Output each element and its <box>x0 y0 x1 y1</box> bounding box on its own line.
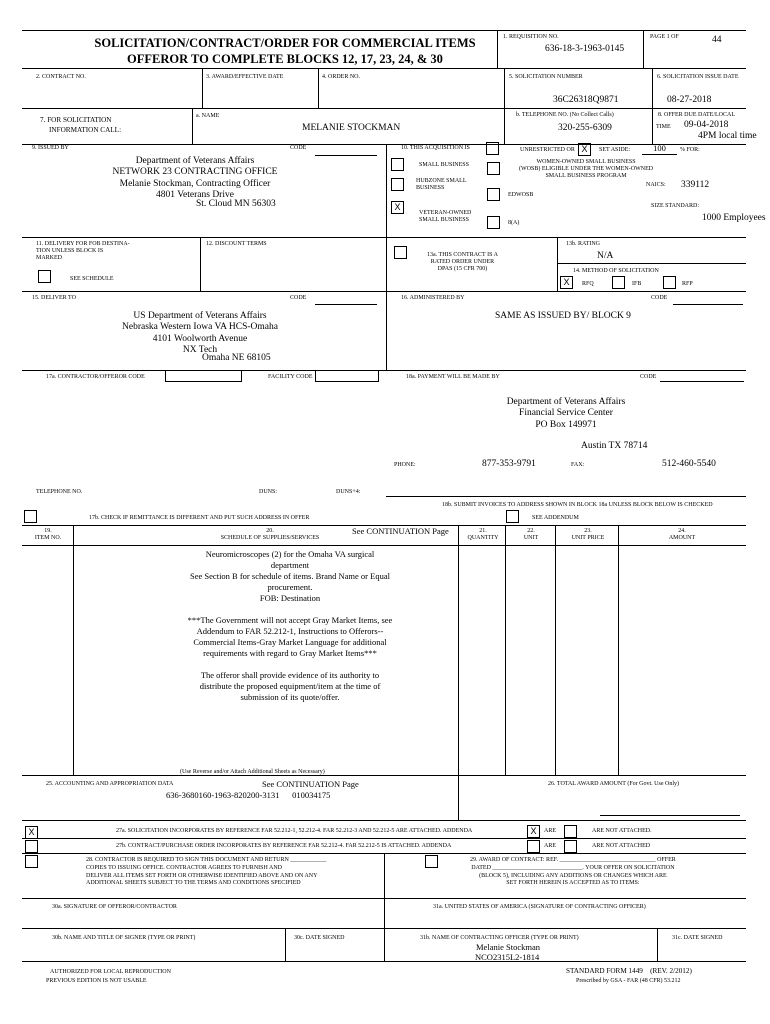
rated-order-label: 13a. THIS CONTRACT IS A RATED ORDER UNDER DPAS (15 CFR 700) <box>427 252 498 272</box>
contract-no-label: 2. CONTRACT NO. <box>36 74 86 80</box>
unrestricted-label: UNRESTRICTED OR <box>520 147 575 153</box>
rule <box>22 838 746 839</box>
27b-checkbox[interactable] <box>25 840 38 853</box>
name-value: MELANIE STOCKMAN <box>302 123 401 133</box>
offeror-date-label: 30c. DATE SIGNED <box>294 935 345 941</box>
payment-label: 18a. PAYMENT WILL BE MADE BY <box>406 374 500 380</box>
info-call-label-1: 7. FOR SOLICITATION <box>40 116 112 124</box>
27a-are-label: ARE <box>544 828 556 834</box>
issue-date-label: 6. SOLICITATION ISSUE DATE <box>657 74 739 80</box>
block-28-text: 28. CONTRACTOR IS REQUIRED TO SIGN THIS DOCUMENT AND RETURN ____________ COPIES TO ISSUING OFFICE. CONTRACTOR AGREES TO FURNISH AND DELIVER ALL ITEMS SET FORTH OR OTHERWISE IDENTIFIED ABOVE AND ON ANY ADDITIONAL SHEETS SUBJECT TO THE TERMS AND CONDITIONS SPECIFIED <box>86 857 327 887</box>
total-award-field[interactable] <box>600 803 740 816</box>
col-schedule: 20. SCHEDULE OF SUPPLIES/SERVICES <box>220 528 320 541</box>
sdvosb-checkbox[interactable]: X <box>391 201 404 214</box>
small-business-checkbox[interactable] <box>391 158 404 171</box>
rule <box>557 263 746 264</box>
rule <box>22 30 746 31</box>
rule <box>504 68 505 144</box>
order-no-label: 4. ORDER NO. <box>322 74 361 80</box>
rule <box>557 237 558 291</box>
naics-value: 339112 <box>681 180 710 190</box>
form-title-line-1: SOLICITATION/CONTRACT/ORDER FOR COMMERCIAL ITEMS <box>94 36 476 50</box>
officer-name-label: 31b. NAME OF CONTRACTING OFFICER (TYPE OR PRINT) <box>420 935 579 941</box>
acquisition-checkbox[interactable] <box>486 142 499 155</box>
col-quantity: 21. QUANTITY <box>467 528 499 541</box>
payment-address: Department of Veterans Affairs Financial Service Center PO Box 149971 <box>506 397 626 430</box>
requisition-label: 1. REQUISITION NO. <box>503 34 559 40</box>
rule <box>22 291 746 292</box>
due-time-value: 4PM local time <box>698 131 757 141</box>
rule <box>384 853 385 961</box>
col-unit-price: 23. UNIT PRICE <box>571 528 605 541</box>
issued-by-label: 9. ISSUED BY <box>32 145 69 151</box>
issue-date-value: 08-27-2018 <box>667 95 712 105</box>
due-date-value: 09-04-2018 <box>684 120 729 130</box>
wosb-checkbox[interactable] <box>487 162 500 175</box>
vosb-label: VETERAN-OWNED SMALL BUSINESS <box>419 210 472 223</box>
deliver-to-code-field[interactable] <box>315 293 377 305</box>
payment-fax-label: FAX: <box>571 462 585 468</box>
officer-name-value: Melanie Stockman <box>476 942 540 952</box>
27a-checkbox[interactable]: X <box>25 826 38 839</box>
fob-label: 11. DELIVERY FOR FOB DESTINA- TION UNLESS BLOCK IS MARKED <box>36 241 130 261</box>
accounting-value: 636-3680160-1963-820200-3131 010034175 <box>166 790 331 800</box>
27b-are-not-label: ARE NOT ATTACHED <box>592 843 651 849</box>
method-label: 14. METHOD OF SOLICITATION <box>573 268 659 274</box>
phone-label: b. TELEPHONE NO. (No Collect Calls) <box>516 112 614 118</box>
duns4-label: DUNS+4: <box>336 489 361 495</box>
payment-phone-value: 877-353-9791 <box>482 459 536 469</box>
rule <box>22 68 746 69</box>
administered-by-value: SAME AS ISSUED BY/ BLOCK 9 <box>495 311 631 321</box>
set-aside-percent[interactable]: 100 <box>642 143 677 155</box>
rule <box>458 775 459 820</box>
wosb-label: WOMEN-OWNED SMALL BUSINESS (WOSB) ELIGIBLE UNDER THE WOMEN-OWNED SMALL BUSINESS PROGRAM <box>519 159 654 179</box>
27b-are-not-checkbox[interactable] <box>564 840 577 853</box>
payment-code-field[interactable] <box>660 370 744 382</box>
remittance-checkbox[interactable] <box>24 510 37 523</box>
deliver-to-address: US Department of Veterans Affairs Nebraska Western Iowa VA HCS-Omaha 4101 Woolworth Avenue NX Tech <box>122 311 278 356</box>
payment-code-label: CODE <box>640 374 657 380</box>
footer-reproduction: AUTHORIZED FOR LOCAL REPRODUCTION <box>50 969 171 975</box>
rule <box>22 370 746 371</box>
acquisition-label: 10. THIS ACQUISITION IS <box>401 145 470 151</box>
col-unit: 22. UNIT <box>523 528 539 541</box>
deliver-to-code-label: CODE <box>290 295 307 301</box>
gray-market-notice: ***The Government will not accept Gray Market Items, see Addendum to FAR 52.212-1, Instructions to Offerors-- Commercial Items-Gray Market Language for additional requirements with regard to Gray Market Items*** <box>187 615 393 659</box>
rule <box>505 525 506 775</box>
payment-fax-value: 512-460-5540 <box>662 459 716 469</box>
27a-are-not-label: ARE NOT ATTACHED. <box>592 828 652 834</box>
set-aside-label: SET ASIDE: <box>599 147 631 153</box>
hubzone-label: HUBZONE SMALL BUSINESS <box>416 178 467 191</box>
footer-prescribed: Prescribed by GSA - FAR (48 CFR) 53.212 <box>576 978 681 984</box>
solicitation-no-label: 5. SOLICITATION NUMBER <box>509 74 583 80</box>
col-item-no: 19. ITEM NO. <box>34 528 62 541</box>
duns-label: DUNS: <box>259 489 278 495</box>
payment-phone-label: PHONE: <box>394 462 416 468</box>
rule <box>73 525 74 775</box>
rule <box>643 30 644 68</box>
rule <box>22 898 746 899</box>
submit-invoices-label: 18b. SUBMIT INVOICES TO ADDRESS SHOWN IN BLOCK 18a UNLESS BLOCK BELOW IS CHECKED <box>442 502 713 508</box>
schedule-continuation: See CONTINUATION Page <box>352 526 449 536</box>
deliver-to-label: 15. DELIVER TO <box>32 295 76 301</box>
27a-text: 27a. SOLICITATION INCORPORATES BY REFERENCE FAR 52.212-1, 52.212-4. FAR 52.212-3 AND 52.212-5 ARE ATTACHED. ADDENDA <box>116 828 473 834</box>
officer-signature-label: 31a. UNITED STATES OF AMERICA (SIGNATURE OF CONTRACTING OFFICER) <box>433 904 646 910</box>
rule <box>22 545 746 546</box>
hubzone-checkbox[interactable] <box>391 178 404 191</box>
eight-a-label: 8(A) <box>508 220 520 226</box>
rule <box>22 144 746 145</box>
rule <box>555 525 556 775</box>
naics-label: NAICS: <box>646 182 666 188</box>
see-addendum-checkbox[interactable] <box>506 510 519 523</box>
rule <box>657 928 658 961</box>
rating-label: 13b. RATING <box>566 241 600 247</box>
authority-notice: The offeror shall provide evidence of its authority to distribute the proposed equipment/item at the time of submission of its quote/offer. <box>199 670 381 703</box>
due-label: 8. OFFER DUE DATE/LOCAL <box>658 112 736 118</box>
rule <box>652 68 653 144</box>
page-label: PAGE 1 OF <box>650 34 679 40</box>
rfp-checkbox[interactable] <box>663 276 676 289</box>
page-total: 44 <box>712 35 722 45</box>
footer-form-number: STANDARD FORM 1449 (REV. 2/2012) <box>566 967 692 975</box>
rule <box>192 108 193 144</box>
rule <box>202 68 203 108</box>
total-award-label: 26. TOTAL AWARD AMOUNT (For Govt. Use Only) <box>548 781 679 787</box>
remittance-label: 17b. CHECK IF REMITTANCE IS DIFFERENT AND PUT SUCH ADDRESS IN OFFER <box>89 515 310 521</box>
accounting-label: 25. ACCOUNTING AND APPROPRIATION DATA <box>46 781 174 787</box>
administered-by-label: 16. ADMINISTERED BY <box>401 295 465 301</box>
administered-by-code-label: CODE <box>651 295 668 301</box>
facility-code-field[interactable] <box>315 370 379 382</box>
offeror-signature-label: 30a. SIGNATURE OF OFFEROR/CONTRACTOR <box>52 904 177 910</box>
eight-a-checkbox[interactable] <box>487 216 500 229</box>
small-business-label: SMALL BUSINESS <box>419 162 469 168</box>
payment-city: Austin TX 78714 <box>581 441 648 451</box>
ifb-checkbox[interactable] <box>612 276 625 289</box>
info-call-label-2: INFORMATION CALL: <box>49 126 122 134</box>
rule <box>22 775 746 776</box>
footer-previous-edition: PREVIOUS EDITION IS NOT USABLE <box>46 978 147 984</box>
ifb-label: IFB <box>632 281 642 287</box>
27a-are-checkbox[interactable]: X <box>527 825 540 838</box>
unrestricted-checkbox[interactable]: X <box>578 143 591 156</box>
signer-name-label: 30b. NAME AND TITLE OF SIGNER (TYPE OR PRINT) <box>52 935 196 941</box>
form-title-line-2: OFFEROR TO COMPLETE BLOCKS 12, 17, 23, 24, & 30 <box>127 52 443 67</box>
size-standard-value: 1000 Employees <box>702 213 766 223</box>
reverse-note: (Use Reverse and/or Attach Additional Sheets as Necessary) <box>180 769 325 775</box>
facility-code-label: FACILITY CODE <box>268 374 313 380</box>
28-checkbox[interactable] <box>25 855 38 868</box>
time-label: TIME <box>656 124 671 130</box>
27b-text: 27b. CONTRACT/PURCHASE ORDER INCORPORATES BY REFERENCE FAR 52.212-4. FAR 52.212-5 IS ATTACHED. ADDENDA <box>116 843 452 849</box>
issued-by-code-field[interactable] <box>315 145 377 156</box>
size-standard-label: SIZE STANDARD: <box>651 203 700 209</box>
rule <box>22 961 746 962</box>
solicitation-no-value: 36C26318Q9871 <box>553 95 619 105</box>
rule <box>22 820 746 821</box>
issued-by-address: Department of Veterans Affairs NETWORK 23 CONTRACTING OFFICE Melanie Stockman, Contracting Officer 4801 Veterans Drive <box>112 156 278 201</box>
administered-by-code-field[interactable] <box>673 293 743 305</box>
27b-are-checkbox[interactable] <box>527 840 540 853</box>
accounting-continuation: See CONTINUATION Page <box>262 779 359 789</box>
phone-value: 320-255-6309 <box>558 123 612 133</box>
rule <box>22 237 746 238</box>
rule <box>386 496 746 497</box>
edwosb-label: EDWOSB <box>508 192 534 198</box>
rfq-checkbox[interactable]: X <box>560 276 573 289</box>
edwosb-checkbox[interactable] <box>487 188 500 201</box>
col-amount: 24. AMOUNT <box>668 528 696 541</box>
award-date-label: 3. AWARD/EFFECTIVE DATE <box>206 74 284 80</box>
form-title <box>60 35 510 68</box>
rule <box>200 237 201 291</box>
rated-order-checkbox[interactable] <box>394 246 407 259</box>
rule <box>386 144 387 370</box>
rule <box>22 928 746 929</box>
rule <box>22 108 746 109</box>
deliver-to-city: Omaha NE 68105 <box>202 353 271 363</box>
fob-checkbox[interactable] <box>38 270 51 283</box>
rule <box>285 928 286 961</box>
issued-by-city: St. Cloud MN 56303 <box>196 199 276 209</box>
see-addendum-label: SEE ADDENDUM <box>532 515 579 521</box>
percent-for-label: % FOR: <box>680 147 700 153</box>
rfq-label: RFQ <box>582 281 594 287</box>
discount-label: 12. DISCOUNT TERMS <box>206 241 267 247</box>
issued-by-code-label: CODE <box>290 145 307 151</box>
rfp-label: RFP <box>682 281 693 287</box>
27a-are-not-checkbox[interactable] <box>564 825 577 838</box>
contractor-phone-label: TELEPHONE NO. <box>36 489 83 495</box>
officer-date-label: 31c. DATE SIGNED <box>672 935 723 941</box>
rule <box>618 525 619 775</box>
officer-id-value: NCO2315L2-1814 <box>475 952 540 962</box>
27b-are-label: ARE <box>544 843 556 849</box>
rating-value: N/A <box>597 251 614 261</box>
contractor-label: 17a. CONTRACTOR/OFFEROR CODE <box>46 374 145 380</box>
block-29-text: 29. AWARD OF CONTRACT: REF. ________________________________ OFFER DATED ______________________________. YOUR OFFER ON SOLICITATION (BLOCK 5), INCLUDING ANY ADDITIONS OR CHANGES WHICH ARE SET FORTH HEREIN IS ACCEPTED AS TO ITEMS: <box>470 857 676 887</box>
see-schedule-label: SEE SCHEDULE <box>70 276 114 282</box>
rule <box>318 68 319 108</box>
name-label: a. NAME <box>196 113 220 119</box>
contractor-code-field[interactable] <box>165 370 242 382</box>
rule <box>458 525 459 775</box>
requisition-value: 636-18-3-1963-0145 <box>545 44 625 54</box>
29-checkbox[interactable] <box>425 855 438 868</box>
schedule-description: Neuromicroscopes (2) for the Omaha VA surgical department See Section B for schedule of items. Brand Name or Equal procurement. FOB: Destination <box>190 549 390 604</box>
